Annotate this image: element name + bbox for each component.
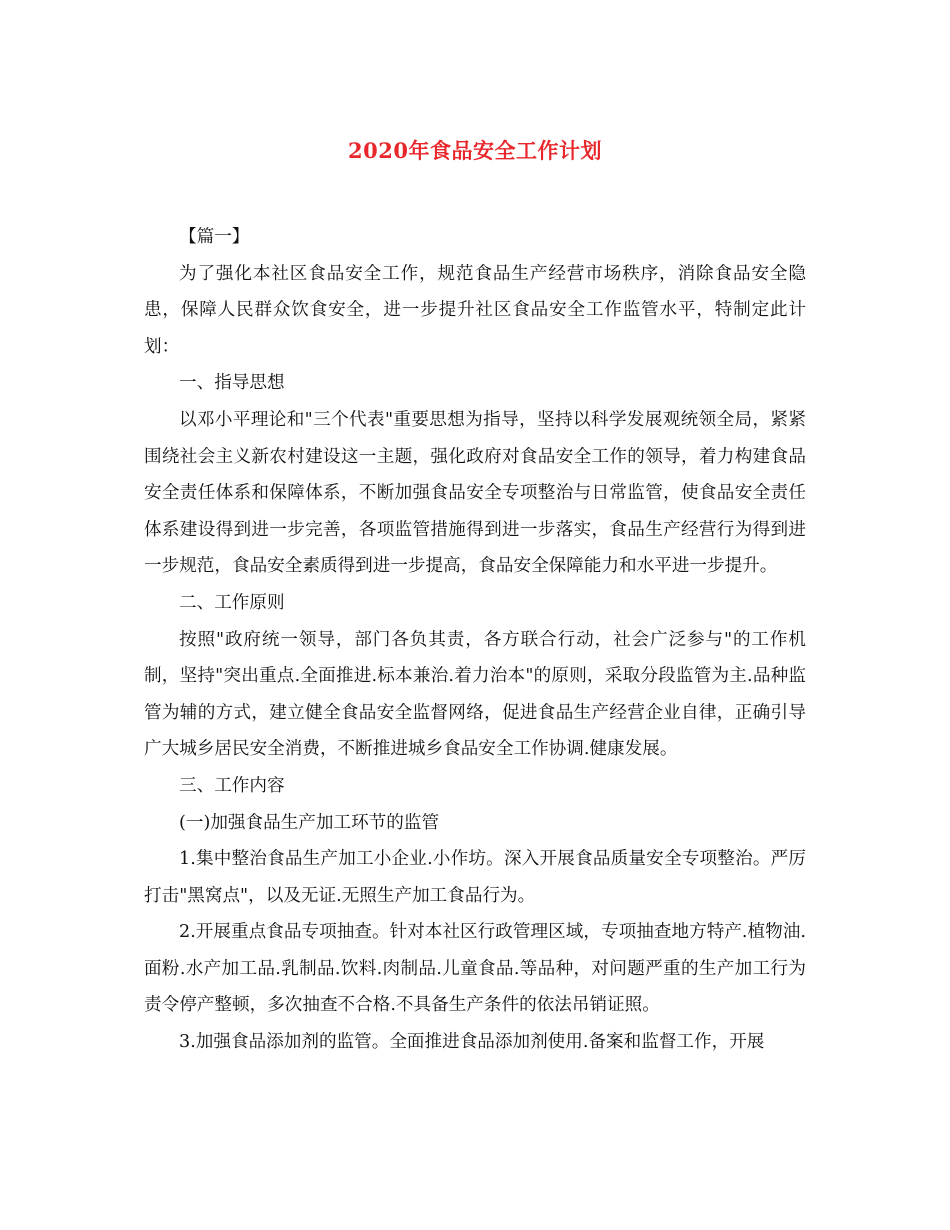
section-heading-content: 三、工作内容 <box>179 775 285 796</box>
guiding-thought-paragraph: 以邓小平理论和"三个代表"重要思想为指导，坚持以科学发展观统领全局，紧紧围绕社会主义新农村建设这一主题，强化政府对食品安全工作的领导，着力构建食品安全责任体系和保障体系，不断加强食品安全专项整治与日常监管，使食品安全责任体系建设得到进一步完善，各项监管措施得到进一步落实，食品生产经营行为得到进一步规范，食品安全素质得到进一步提高，食品安全保障能力和水平进一步提升。 <box>144 409 806 577</box>
list-item-3: 3.加强食品添加剂的监管。全面推进食品添加剂使用.备案和监督工作，开展 <box>179 1032 765 1053</box>
document-body <box>144 219 806 1061</box>
list-item-1: 1.集中整治食品生产加工小企业.小作坊。深入开展食品质量安全专项整治。严厉打击"黑窝点"，以及无证.无照生产加工食品行为。 <box>144 849 806 906</box>
section-label: 【篇一】 <box>179 227 250 247</box>
subsection-heading-production: (一)加强食品生产加工环节的监管 <box>179 812 440 833</box>
list-item-2: 2.开展重点食品专项抽查。针对本社区行政管理区域，专项抽查地方特产.植物油.面粉.水产加工品.乳制品.饮料.肉制品.儿童食品.等品种，对问题严重的生产加工行为责令停产整顿，多次抽查不合格.不具备生产条件的依法吊销证照。 <box>144 922 806 1016</box>
principles-paragraph: 按照"政府统一领导，部门各负其责，各方联合行动，社会广泛参与"的工作机制，坚持"突出重点.全面推进.标本兼治.着力治本"的原则，采取分段监管为主.品种监管为辅的方式，建立健全食品安全监督网络，促进食品生产经营企业自律，正确引导广大城乡居民安全消费，不断推进城乡食品安全工作协调.健康发展。 <box>144 629 806 760</box>
intro-paragraph: 为了强化本社区食品安全工作，规范食品生产经营市场秩序，消除食品安全隐患，保障人民群众饮食安全，进一步提升社区食品安全工作监管水平，特制定此计划： <box>144 263 806 357</box>
section-heading-guiding-thought: 一、指导思想 <box>179 373 285 394</box>
section-heading-principles: 二、工作原则 <box>179 592 285 613</box>
document-title: 2020年食品安全工作计划 <box>348 138 602 163</box>
